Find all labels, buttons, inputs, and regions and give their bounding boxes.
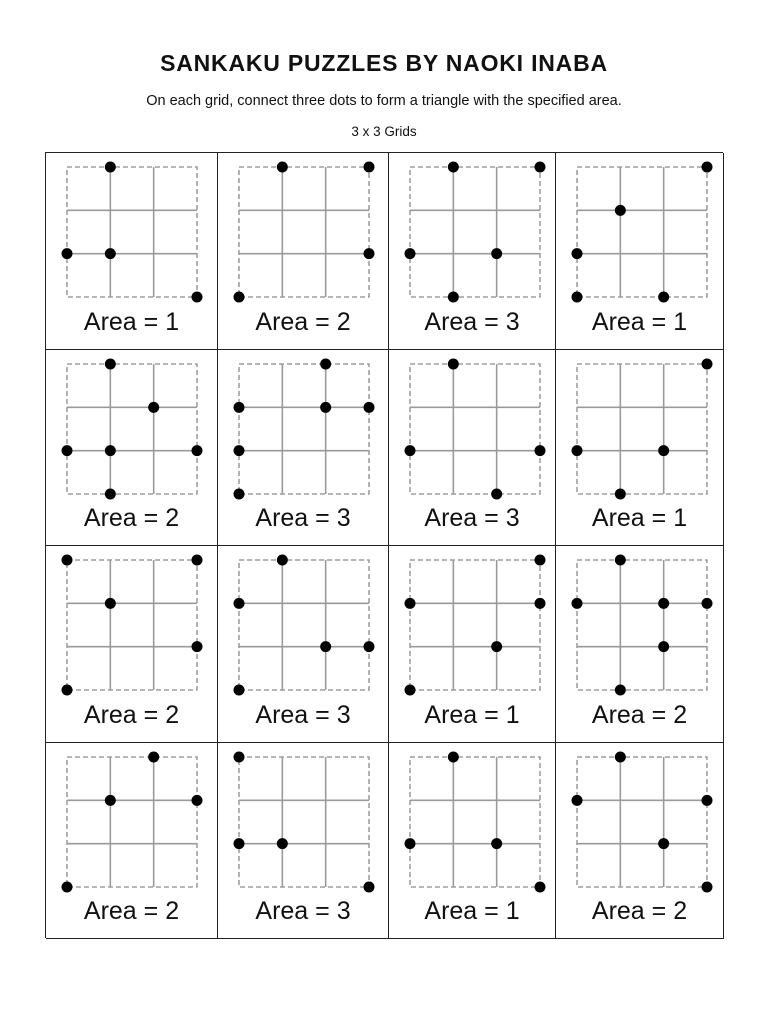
grid-dot[interactable] bbox=[192, 292, 203, 303]
grid-dot[interactable] bbox=[405, 838, 416, 849]
grid-dot[interactable] bbox=[234, 489, 245, 500]
area-label: Area = 2 bbox=[83, 701, 180, 729]
grid-dot[interactable] bbox=[702, 882, 713, 893]
grid-dot[interactable] bbox=[535, 882, 546, 893]
grid-dot[interactable] bbox=[364, 641, 375, 652]
area-label: Area = 3 bbox=[255, 897, 351, 925]
grid-dot[interactable] bbox=[405, 248, 416, 259]
grid-dot[interactable] bbox=[105, 248, 116, 259]
grid-dot[interactable] bbox=[658, 445, 669, 456]
grid-dot[interactable] bbox=[572, 795, 583, 806]
grid-dot[interactable] bbox=[234, 402, 245, 413]
grid-dot[interactable] bbox=[535, 445, 546, 456]
puzzle-cell bbox=[556, 153, 724, 350]
grid-dot[interactable] bbox=[615, 555, 626, 566]
grid-dot[interactable] bbox=[62, 445, 73, 456]
grid-border bbox=[67, 560, 197, 690]
grid-dot[interactable] bbox=[105, 489, 116, 500]
grid-border bbox=[239, 364, 369, 494]
puzzle-cell bbox=[46, 350, 218, 546]
grid-dot[interactable] bbox=[448, 162, 459, 173]
area-label: Area = 1 bbox=[591, 308, 688, 336]
grid-dot[interactable] bbox=[277, 838, 288, 849]
puzzle-board bbox=[45, 152, 723, 938]
grid-dot[interactable] bbox=[448, 752, 459, 763]
grid-dot[interactable] bbox=[105, 359, 116, 370]
grid-dot[interactable] bbox=[105, 162, 116, 173]
page-title: SANKAKU PUZZLES BY NAOKI INABA bbox=[160, 50, 608, 76]
grid-dot[interactable] bbox=[405, 685, 416, 696]
grid-dot[interactable] bbox=[448, 292, 459, 303]
puzzle-cell bbox=[389, 546, 556, 743]
puzzle-cell bbox=[218, 546, 389, 743]
puzzle-cell bbox=[46, 743, 218, 939]
grid-dot[interactable] bbox=[234, 838, 245, 849]
grid-dot[interactable] bbox=[535, 162, 546, 173]
grid-dot[interactable] bbox=[572, 248, 583, 259]
grid-border bbox=[577, 364, 707, 494]
grid-border bbox=[239, 757, 369, 887]
grid-dot[interactable] bbox=[572, 292, 583, 303]
grid-dot[interactable] bbox=[615, 752, 626, 763]
grid-dot[interactable] bbox=[364, 248, 375, 259]
grid-dot[interactable] bbox=[234, 685, 245, 696]
puzzle-cell bbox=[389, 350, 556, 546]
grid-border bbox=[410, 560, 540, 690]
area-label: Area = 3 bbox=[424, 308, 520, 336]
grid-dot[interactable] bbox=[234, 445, 245, 456]
area-label: Area = 2 bbox=[83, 897, 180, 925]
grid-border bbox=[577, 167, 707, 297]
area-label: Area = 3 bbox=[255, 504, 351, 532]
grid-border bbox=[239, 560, 369, 690]
puzzle-cell bbox=[389, 743, 556, 939]
area-label: Area = 1 bbox=[424, 701, 520, 729]
grid-dot[interactable] bbox=[702, 162, 713, 173]
grid-dot[interactable] bbox=[234, 752, 245, 763]
grid-dot[interactable] bbox=[277, 555, 288, 566]
grid-dot[interactable] bbox=[105, 795, 116, 806]
grid-dot[interactable] bbox=[405, 598, 416, 609]
area-label: Area = 3 bbox=[255, 701, 351, 729]
grid-dot[interactable] bbox=[491, 489, 502, 500]
puzzle-cell bbox=[218, 153, 389, 350]
grid-dot[interactable] bbox=[277, 162, 288, 173]
grid-dot[interactable] bbox=[62, 555, 73, 566]
puzzle-cell bbox=[218, 350, 389, 546]
grid-dot[interactable] bbox=[702, 359, 713, 370]
grid-dot[interactable] bbox=[448, 359, 459, 370]
grid-dot[interactable] bbox=[148, 752, 159, 763]
grid-dot[interactable] bbox=[192, 555, 203, 566]
grid-border bbox=[67, 364, 197, 494]
grid-dot[interactable] bbox=[62, 685, 73, 696]
grid-border bbox=[410, 364, 540, 494]
puzzle-cell bbox=[46, 546, 218, 743]
grid-dot[interactable] bbox=[615, 489, 626, 500]
area-label: Area = 2 bbox=[255, 308, 351, 336]
grid-dot[interactable] bbox=[320, 641, 331, 652]
grid-border bbox=[410, 757, 540, 887]
grid-dot[interactable] bbox=[364, 882, 375, 893]
puzzle-cell bbox=[556, 350, 724, 546]
grid-border bbox=[239, 167, 369, 297]
grid-border bbox=[577, 560, 707, 690]
grid-dot[interactable] bbox=[192, 795, 203, 806]
grid-border bbox=[410, 167, 540, 297]
area-label: Area = 2 bbox=[591, 701, 688, 729]
grid-dot[interactable] bbox=[572, 598, 583, 609]
grid-dot[interactable] bbox=[364, 402, 375, 413]
grid-dot[interactable] bbox=[62, 248, 73, 259]
instructions: On each grid, connect three dots to form a triangle with the specified area. bbox=[146, 93, 622, 109]
puzzle-cell bbox=[389, 153, 556, 350]
area-label: Area = 2 bbox=[83, 504, 180, 532]
grid-border bbox=[67, 757, 197, 887]
puzzle-cell bbox=[46, 153, 218, 350]
grid-dot[interactable] bbox=[105, 445, 116, 456]
area-label: Area = 1 bbox=[83, 308, 180, 336]
puzzle-cell bbox=[218, 743, 389, 939]
grid-border bbox=[577, 757, 707, 887]
grid-dot[interactable] bbox=[535, 555, 546, 566]
grid-dot[interactable] bbox=[491, 248, 502, 259]
grid-dot[interactable] bbox=[572, 445, 583, 456]
grid-dot[interactable] bbox=[535, 598, 546, 609]
grid-dot[interactable] bbox=[62, 882, 73, 893]
area-label: Area = 2 bbox=[591, 897, 688, 925]
grid-dot[interactable] bbox=[658, 598, 669, 609]
grid-dot[interactable] bbox=[234, 292, 245, 303]
grid-dot[interactable] bbox=[320, 402, 331, 413]
grid-dot[interactable] bbox=[148, 402, 159, 413]
area-label: Area = 1 bbox=[591, 504, 688, 532]
puzzle-cell bbox=[556, 743, 724, 939]
grid-dot[interactable] bbox=[364, 162, 375, 173]
grid-dot[interactable] bbox=[192, 445, 203, 456]
grid-dot[interactable] bbox=[405, 445, 416, 456]
grid-dot[interactable] bbox=[702, 598, 713, 609]
grid-dot[interactable] bbox=[702, 795, 713, 806]
grid-dot[interactable] bbox=[658, 641, 669, 652]
grid-dot[interactable] bbox=[105, 598, 116, 609]
grid-dot[interactable] bbox=[320, 359, 331, 370]
grid-border bbox=[67, 167, 197, 297]
grid-dot[interactable] bbox=[491, 838, 502, 849]
grid-dot[interactable] bbox=[234, 598, 245, 609]
grid-dot[interactable] bbox=[192, 641, 203, 652]
grid-dot[interactable] bbox=[658, 838, 669, 849]
area-label: Area = 3 bbox=[424, 504, 520, 532]
grid-dot[interactable] bbox=[658, 292, 669, 303]
grid-dot[interactable] bbox=[615, 205, 626, 216]
area-label: Area = 1 bbox=[424, 897, 520, 925]
grid-size-label: 3 x 3 Grids bbox=[351, 124, 417, 139]
puzzle-cell bbox=[556, 546, 724, 743]
grid-dot[interactable] bbox=[615, 685, 626, 696]
grid-dot[interactable] bbox=[491, 641, 502, 652]
